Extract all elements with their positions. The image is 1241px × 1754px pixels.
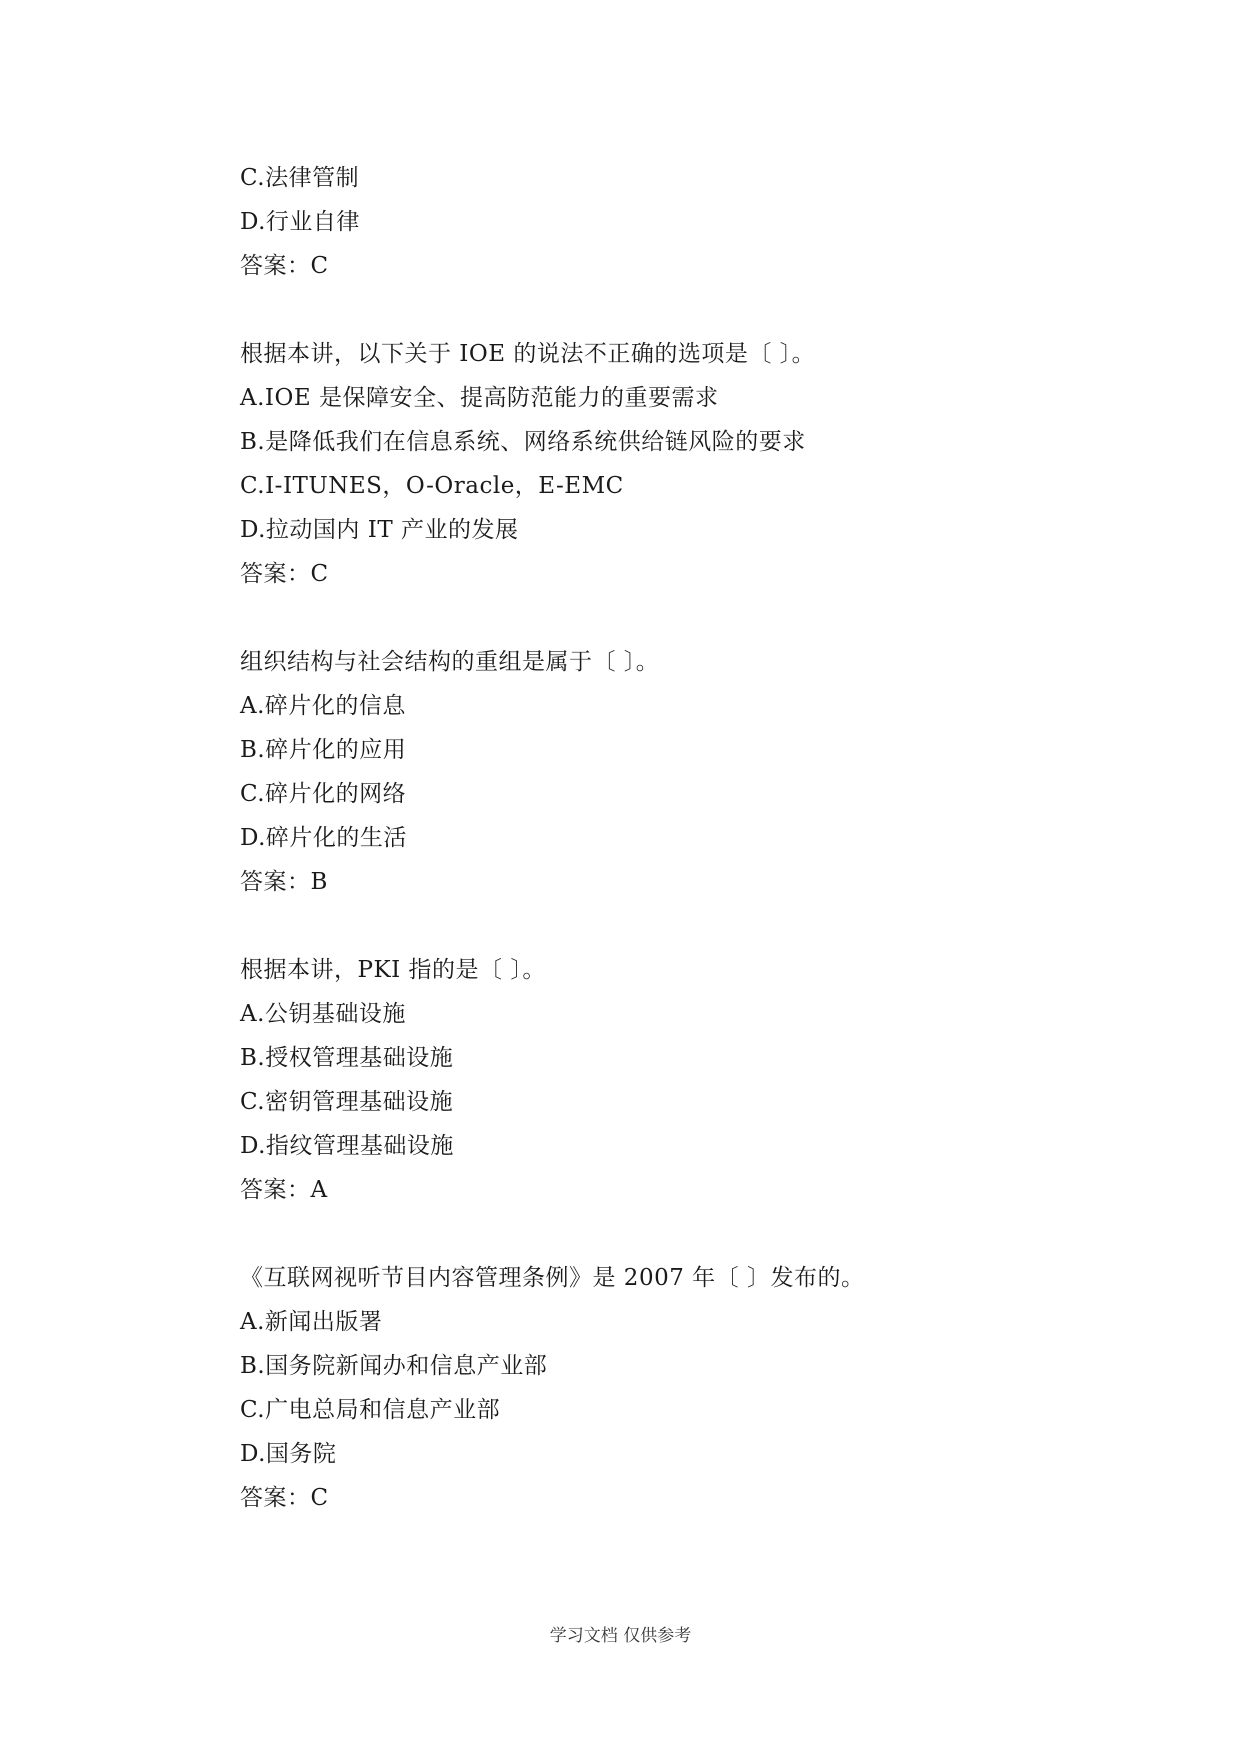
answer-text: 答案：A [240, 1177, 328, 1203]
answer-text: 答案：C [240, 253, 329, 279]
block-gap [240, 904, 1140, 948]
page-footer: 学习文档 仅供参考 [549, 1626, 692, 1646]
option-text: B.国务院新闻办和信息产业部 [240, 1353, 548, 1379]
question-text: 根据本讲，PKI 指的是〔 〕。 [240, 957, 546, 983]
answer-text: 答案：B [240, 869, 328, 895]
option-text: C.I-ITUNES，O-Oracle，E-EMC [240, 473, 624, 499]
option-text: A.碎片化的信息 [240, 693, 406, 719]
option-text: C.密钥管理基础设施 [240, 1089, 454, 1115]
question-text: 根据本讲，以下关于 IOE 的说法不正确的选项是〔 〕。 [240, 341, 816, 367]
option-text: D.行业自律 [240, 209, 360, 235]
answer-text: 答案：C [240, 1485, 329, 1511]
option-text: D.指纹管理基础设施 [240, 1133, 454, 1159]
option-text: A.IOE 是保障安全、提高防范能力的重要需求 [240, 385, 719, 411]
option-text: D.碎片化的生活 [240, 825, 407, 851]
block-gap [240, 288, 1140, 332]
block-gap [240, 596, 1140, 640]
option-text: D.拉动国内 IT 产业的发展 [240, 517, 519, 543]
question-text: 组织结构与社会结构的重组是属于〔 〕。 [240, 649, 660, 675]
question-list [240, 156, 1140, 1520]
option-text: C.广电总局和信息产业部 [240, 1397, 501, 1423]
answer-text: 答案：C [240, 561, 329, 587]
option-text: C.法律管制 [240, 165, 360, 191]
option-text: D.国务院 [240, 1441, 337, 1467]
block-gap [240, 1212, 1140, 1256]
option-text: B.授权管理基础设施 [240, 1045, 454, 1071]
option-text: A.新闻出版署 [240, 1309, 383, 1335]
option-text: B.碎片化的应用 [240, 737, 407, 763]
option-text: B.是降低我们在信息系统、网络系统供给链风险的要求 [240, 429, 806, 455]
question-text: 《互联网视听节目内容管理条例》是 2007 年〔 〕发布的。 [240, 1265, 865, 1291]
option-text: C.碎片化的网络 [240, 781, 407, 807]
option-text: A.公钥基础设施 [240, 1001, 406, 1027]
